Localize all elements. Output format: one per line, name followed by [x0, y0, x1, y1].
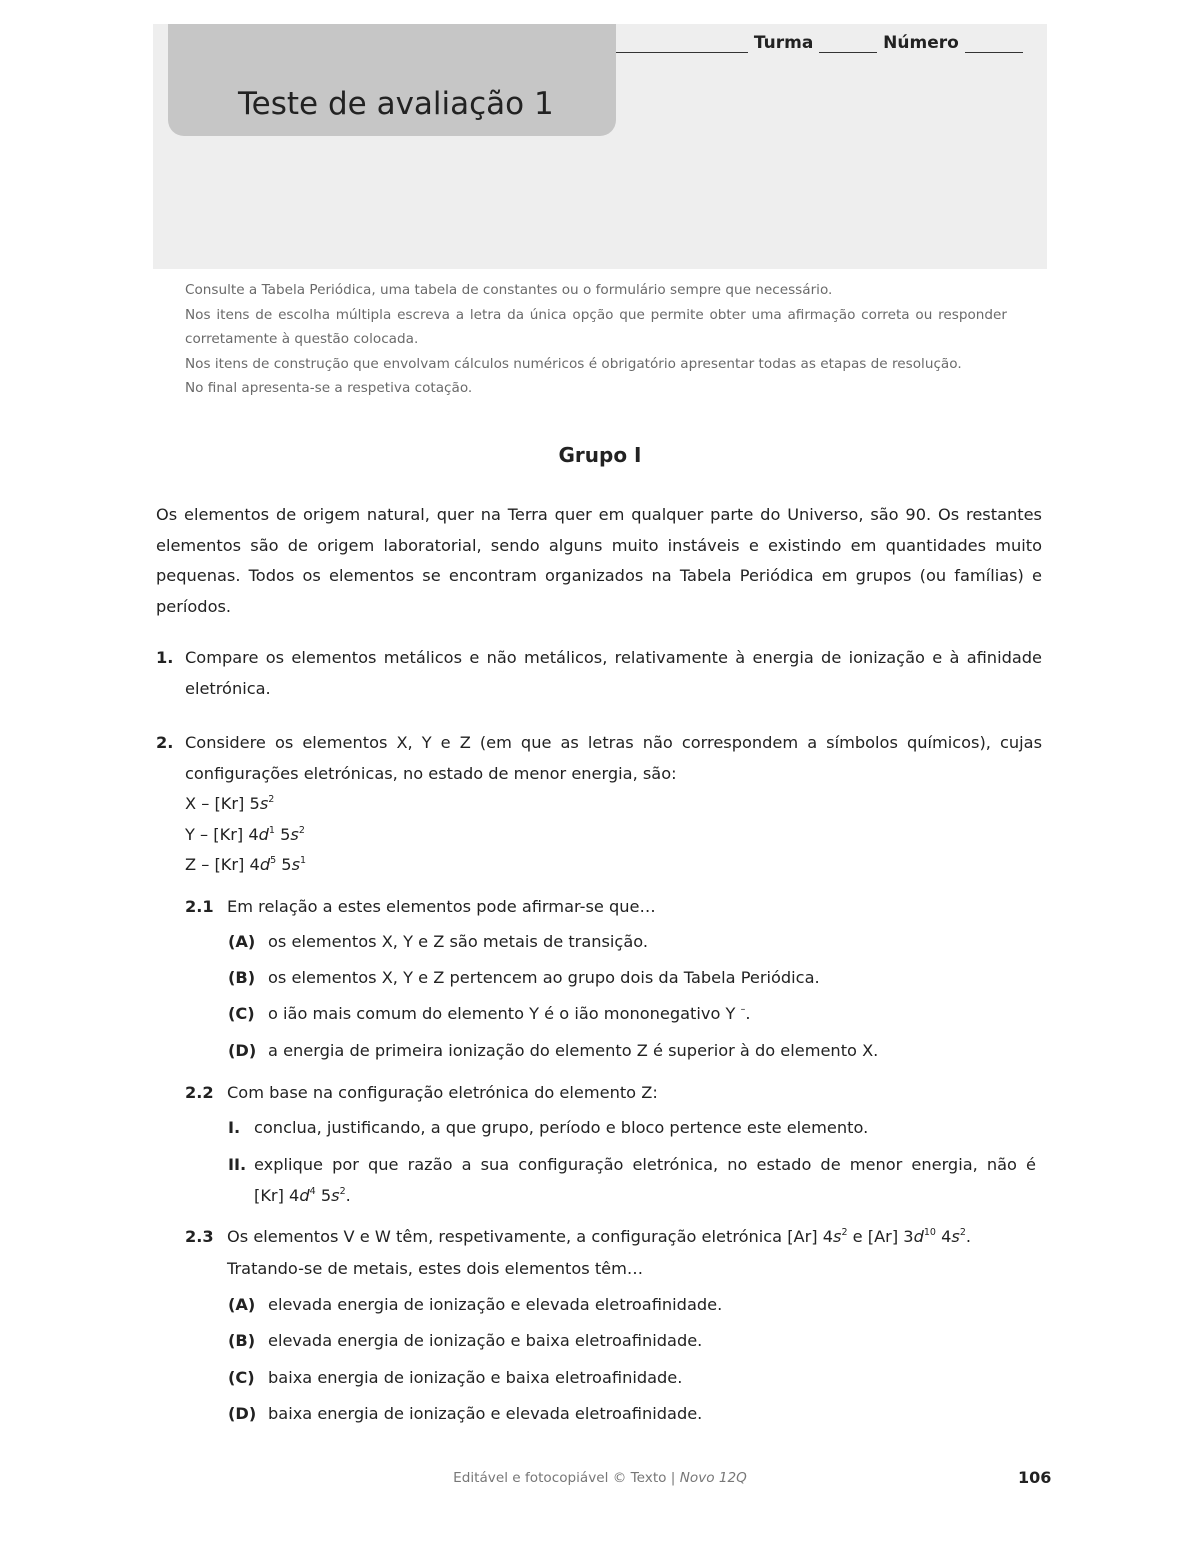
config-x: X – [Kr] $5s^2$	[185, 794, 275, 813]
option-text: baixa energia de ionização e elevada eletroafinidade.	[268, 1404, 703, 1423]
option-text: o ião mais comum do elemento Y é o ião mononegativo Y –.	[268, 1004, 751, 1023]
group-intro: Os elementos de origem natural, quer na Terra quer em qualquer parte do Universo, são 90. Os restantes elementos são de origem laboratorial, sendo alguns muito instáveis e existindo em quantidades muito pequenas. Todos os elementos se encontram organizados na Tabela Periódica em grupos (ou famílias) e períodos.	[156, 505, 1042, 616]
question-number: 2.	[156, 733, 174, 752]
sub-text: Com base na configuração eletrónica do elemento Z:	[227, 1083, 658, 1102]
option-label: (A)	[228, 1295, 256, 1314]
option-label: (C)	[228, 1368, 255, 1387]
option-text: os elementos X, Y e Z pertencem ao grupo dois da Tabela Periódica.	[268, 968, 820, 987]
footer-text: Editável e fotocopiável © Texto |	[453, 1470, 680, 1486]
instructions	[185, 278, 1007, 401]
item-text: explique por que razão a sua configuração eletrónica, no estado de menor energia, não é [Kr] $4d^4$ $5s^2$.	[254, 1155, 1036, 1205]
student-info-line	[616, 33, 1036, 53]
page-title: Teste de avaliação 1	[238, 86, 554, 122]
option-text: elevada energia de ionização e elevada eletroafinidade.	[268, 1295, 723, 1314]
question-text: Compare os elementos metálicos e não metálicos, relativamente à energia de ionização e à afinidade eletrónica.	[185, 648, 1042, 698]
item-text: conclua, justificando, a que grupo, período e bloco pertence este elemento.	[254, 1118, 869, 1137]
footer-book: Novo 12Q	[679, 1470, 747, 1486]
sub-number: 2.3	[185, 1227, 214, 1246]
instruction-3: Nos itens de construção que envolvam cálculos numéricos é obrigatório apresentar todas as etapas de resolução.	[185, 355, 962, 372]
option-label: (A)	[228, 932, 256, 951]
question-2	[156, 728, 1042, 881]
sub-number: 2.2	[185, 1083, 214, 1102]
option-label: (D)	[228, 1041, 257, 1060]
option-text: elevada energia de ionização e baixa eletroafinidade.	[268, 1331, 703, 1350]
item-label: I.	[228, 1118, 241, 1137]
config-z: Z – [Kr] $4d^5$ $5s^1$	[185, 855, 307, 874]
option-text: os elementos X, Y e Z são metais de transição.	[268, 932, 649, 951]
config-y: Y – [Kr] $4d^1$ $5s^2$	[185, 824, 305, 844]
turma-blank[interactable]	[819, 34, 877, 53]
configurations	[185, 789, 1042, 881]
numero-label: Número	[883, 33, 959, 53]
instruction-2: Nos itens de escolha múltipla escreva a letra da única opção que permite obter uma afirmação correta ou responder corretamente à questão colocada.	[185, 306, 1007, 348]
instruction-4: No final apresenta-se a respetiva cotação.	[185, 380, 473, 397]
question-number: 1.	[156, 648, 174, 667]
item-label: II.	[228, 1155, 247, 1174]
sub-text: Em relação a estes elementos pode afirmar-se que…	[227, 897, 656, 916]
page-number: 106	[1018, 1468, 1052, 1487]
option-text: a energia de primeira ionização do elemento Z é superior à do elemento X.	[268, 1041, 879, 1060]
name-blank[interactable]	[616, 34, 748, 53]
question-text: Considere os elementos X, Y e Z (em que as letras não correspondem a símbolos químicos), cujas configurações eletrónicas, no estado de menor energia, são:	[185, 733, 1042, 783]
numero-blank[interactable]	[965, 34, 1023, 53]
option-label: (D)	[228, 1404, 257, 1423]
question-1	[156, 643, 1042, 704]
sub-text: Os elementos V e W têm, respetivamente, a configuração eletrónica [Ar] $4s^2$ e [Ar] $3d^{10}$ $4s^2$.	[227, 1227, 972, 1246]
group-title: Grupo I	[558, 443, 642, 467]
turma-label: Turma	[753, 33, 814, 53]
sub-number: 2.1	[185, 897, 214, 916]
sub-text: Tratando-se de metais, estes dois elementos têm…	[227, 1259, 644, 1278]
option-text: baixa energia de ionização e baixa eletroafinidade.	[268, 1368, 683, 1387]
option-label: (B)	[228, 1331, 256, 1350]
option-label: (C)	[228, 1004, 255, 1023]
instruction-1: Consulte a Tabela Periódica, uma tabela de constantes ou o formulário sempre que necessário.	[185, 282, 833, 298]
option-label: (B)	[228, 968, 256, 987]
